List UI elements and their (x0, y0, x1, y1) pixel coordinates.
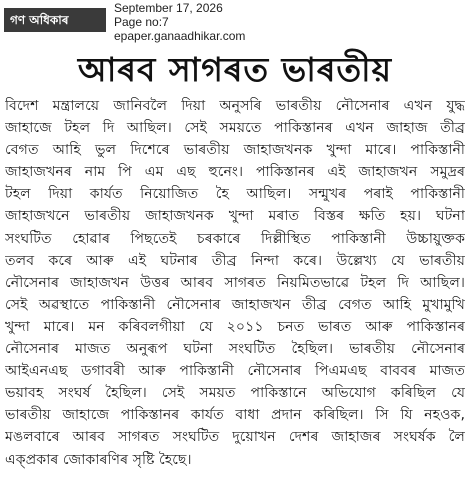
article-line: এক্‌প্ৰকাৰ জোকাৰণিৰ সৃষ্টি হৈছে। (5, 451, 192, 468)
article-line: জাহাজে টহল দি আছিল। সেই সময়তে পাকিস্তানৰ এখন জাহাজ তীব্ৰ (5, 120, 465, 137)
article-line: জাহাজখনৰ নাম পি এম এছ হুনেং। পাকিস্তানৰ এই জাহাজখন সমুদ্ৰৰ (5, 164, 465, 181)
article-line: বিদেশ মন্ত্ৰালয়ে জানিবলৈ দিয়া অনুসৰি ভাৰতীয় নৌসেনাৰ এখন যুদ্ধ (5, 98, 465, 114)
logo-text: গণ অধিকাৰ (10, 13, 69, 27)
masthead (0, 0, 470, 46)
article-line: নৌসেনাৰ জাহাজখন উত্তৰ আৰব সাগৰত নিয়মিতভাৱে টহল দি আছিল। (5, 274, 465, 291)
article-body (5, 95, 465, 493)
headline: আৰব সাগৰত ভাৰতীয় (77, 50, 393, 89)
edition-meta (114, 1, 245, 43)
article-line: বেগত আহি ভুল দিশেৰে ভাৰতীয় জাহাজখনক খুন্দা মাৰে। পাকিস্তানী (5, 142, 465, 159)
newspaper-logo[interactable] (4, 8, 106, 32)
article-line: ভয়াবহ সংঘৰ্ষ হৈছিল। সেই সময়ত পাকিস্তানে অভিযোগ কৰিছিল যে (5, 385, 465, 402)
article-line: আইএনএছ ডগাবৰী আৰু পাকিস্তানী নৌসেনাৰ পিএমএছ বাববৰ মাজত (5, 363, 465, 380)
article-line: নৌসেনাৰ মাজত অনুৰূপ ঘটনা সংঘটিত হৈছিল। ভাৰতীয় নৌসেনাৰ (5, 341, 465, 358)
article-line: সেই অৱস্থাতে পাকিস্তানী নৌসেনাৰ জাহাজখন তীব্ৰ বেগত আহি মুখামুখি (5, 296, 465, 313)
article-line: মঙলবাৰে আৰব সাগৰত সংঘটিত দুয়োখন দেশৰ জাহাজৰ সংঘৰ্ষক লৈ (5, 429, 465, 446)
page-number: Page no:7 (114, 15, 169, 29)
article-line: ভাৰতীয় জাহাজে পাকিস্তানৰ কাৰ্যত বাধা প্ৰদান কৰিছিল। সি যি নহওক, (5, 407, 465, 424)
article-line: তলব কৰে আৰু এই ঘটনাৰ তীব্ৰ নিন্দা কৰে। উল্লেখ্য যে ভাৰতীয় (5, 252, 465, 269)
article-line: জাহাজখনে ভাৰতীয় জাহাজখনক খুন্দা মৰাত বিস্তৰ ক্ষতি হয়। ঘটনা (5, 208, 465, 225)
edition-date: September 17, 2026 (114, 1, 223, 15)
article-line: সংঘটিত হোৱাৰ পিছতেই চৰকাৰে দিল্লীস্থিত পাকিস্তানী উচ্চায়ুক্তক (5, 230, 465, 247)
site-url[interactable]: epaper.ganaadhikar.com (114, 29, 246, 43)
article-line: টহল দিয়া কাৰ্যত নিয়োজিত হৈ আছিল। সন্মুখৰ পৰাই পাকিস্তানী (5, 186, 465, 203)
article-line: খুন্দা মাৰে। মন কৰিবলগীয়া যে ২০১১ চনত ভাৰত আৰু পাকিস্তানৰ (5, 318, 465, 335)
